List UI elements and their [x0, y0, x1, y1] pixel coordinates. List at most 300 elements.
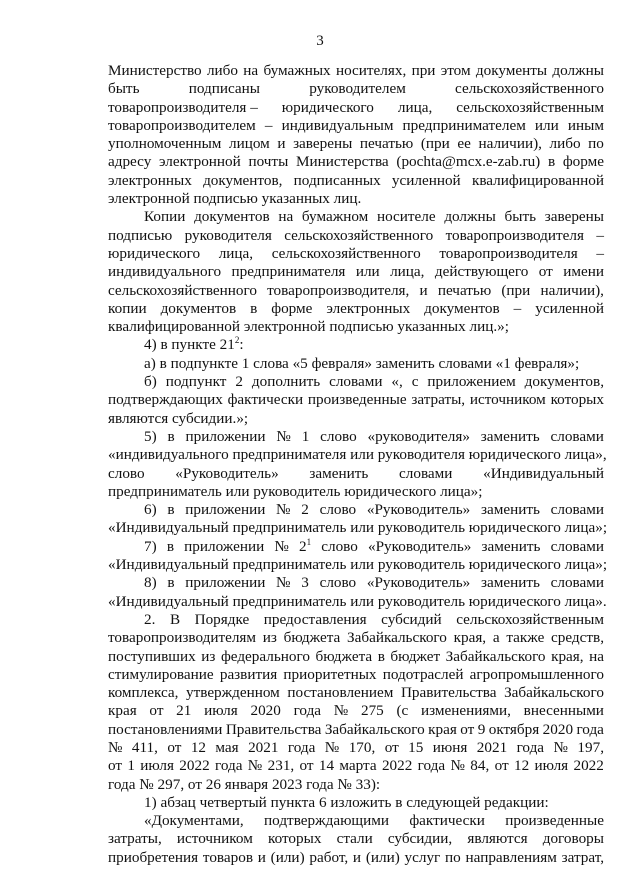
word: утвержденном	[186, 684, 280, 702]
word: средств,	[551, 629, 604, 647]
word: Забайкальского	[347, 629, 447, 647]
word: индивидуальным	[281, 116, 394, 134]
word: товаропроизводителя	[439, 244, 578, 262]
word: форме	[271, 299, 313, 317]
word: (или)	[270, 848, 305, 866]
word: и	[352, 848, 362, 866]
word: б)	[144, 373, 157, 391]
line-text: а) в подпункте 1 слова «5 февраля» заменить словами «1 февраля»;	[144, 354, 580, 372]
word: товаропроизводителя,	[267, 281, 410, 299]
word: из	[262, 629, 277, 647]
word: 2020	[542, 720, 574, 738]
line-text: квалифицированной электронной подписью указанных лиц.»;	[108, 318, 509, 336]
word: документов	[160, 299, 237, 317]
word: подтверждающих	[108, 391, 223, 409]
word: бюджета	[283, 629, 341, 647]
word: агропромышленного	[469, 665, 604, 683]
text-line	[108, 80, 604, 98]
word: форме	[562, 153, 604, 171]
text-line	[108, 501, 604, 519]
word: приложении	[184, 537, 265, 555]
word: развития	[219, 665, 278, 683]
word: приоритетных	[283, 665, 377, 683]
word: –	[264, 116, 273, 134]
word: края	[108, 702, 137, 720]
word: 9	[477, 720, 486, 738]
word: от	[149, 702, 164, 720]
word: Копии	[144, 208, 186, 226]
word: юридического	[108, 244, 201, 262]
text-line	[108, 849, 604, 867]
word: на	[589, 647, 604, 665]
word: года	[417, 757, 446, 775]
word: 12	[513, 757, 530, 775]
text-line	[108, 776, 604, 794]
word: квалифицированной	[471, 171, 604, 189]
word: №	[276, 574, 291, 592]
word: предоставления	[263, 610, 367, 628]
word: 2022	[179, 757, 210, 775]
text-line	[108, 739, 604, 757]
word: года	[287, 738, 316, 756]
word: сельскохозяйственного	[455, 80, 604, 98]
word: 3	[301, 574, 309, 592]
text-line	[108, 538, 604, 556]
word: от	[494, 757, 509, 775]
word: №	[276, 501, 291, 519]
word: услуг	[404, 848, 441, 866]
word: изменениями,	[421, 702, 511, 720]
word: края,	[551, 647, 584, 665]
word: заменить	[481, 537, 541, 555]
word: федерального	[220, 647, 310, 665]
word: словами	[399, 464, 453, 482]
word: также	[506, 629, 545, 647]
text-line	[108, 721, 604, 739]
word: наличии),	[540, 281, 604, 299]
word: а	[492, 629, 500, 647]
word: июня	[432, 738, 468, 756]
word: заверены	[544, 208, 604, 226]
word: и	[257, 848, 266, 866]
line-text: «Индивидуальный предприниматель или руководитель юридического лица».	[108, 592, 607, 610]
line-text: предприниматель или руководитель юридического лица»;	[108, 482, 483, 500]
word: дополнить	[251, 373, 321, 391]
word: подотраслей	[382, 665, 464, 683]
word: «Руководитель»	[366, 574, 471, 592]
word: печатью	[359, 135, 414, 153]
word: товаропроизводителя	[445, 226, 584, 244]
page-number: 3	[316, 33, 324, 49]
word: ее	[457, 135, 471, 153]
text-line	[108, 62, 604, 80]
word: 2021	[248, 738, 279, 756]
word: документов,	[524, 373, 604, 391]
word: усиленной	[535, 299, 604, 317]
word: 2022	[573, 757, 604, 775]
word: носителях,	[335, 62, 407, 79]
word: поступивших	[108, 647, 196, 665]
word: сельскохозяйственного	[108, 281, 257, 299]
word: 84,	[470, 757, 490, 775]
text-line	[108, 153, 604, 171]
text-line	[108, 446, 607, 464]
word: фактически	[227, 391, 304, 409]
word: лица,	[397, 98, 433, 116]
word: $2^1$	[299, 536, 312, 555]
word: июля	[140, 757, 174, 775]
word: от	[384, 738, 399, 756]
text-line	[108, 574, 604, 592]
word: (при	[420, 135, 450, 153]
word: «Индивидуальный	[483, 464, 604, 482]
word: Порядке	[194, 610, 250, 628]
word: направлениям	[465, 848, 557, 866]
line-text: «Индивидуальный предприниматель или руководитель юридического лица»;	[108, 519, 608, 537]
text-line	[108, 336, 604, 354]
word: электронных	[326, 299, 411, 317]
word: 15	[408, 738, 424, 756]
text-line	[108, 99, 604, 117]
word: бумажном	[301, 208, 369, 226]
word: субсидии,	[387, 830, 453, 848]
word: 231,	[267, 757, 295, 775]
word: копии	[108, 299, 147, 317]
word: Забайкальского	[504, 684, 604, 702]
word: заменить	[480, 427, 540, 445]
word: в	[250, 299, 258, 317]
word: юридического	[281, 98, 374, 116]
word: «Руководитель»	[175, 464, 279, 482]
word: быть	[504, 208, 537, 226]
word: края	[428, 720, 457, 738]
word: Министерства	[295, 153, 389, 171]
word: словами	[550, 537, 604, 555]
word: В	[169, 610, 181, 628]
word: (с	[396, 702, 409, 720]
word: документов,	[203, 171, 283, 189]
text-line	[108, 245, 604, 263]
word: 197,	[577, 738, 604, 756]
word: предпринимателя	[231, 263, 346, 281]
word: в	[167, 574, 175, 592]
word: года	[516, 738, 545, 756]
word: в	[547, 153, 556, 171]
word: «Руководитель»	[368, 537, 472, 555]
text-line	[108, 556, 608, 574]
word: товаропроизводителям	[108, 629, 257, 647]
text-line	[108, 483, 604, 501]
word: года	[576, 720, 604, 738]
word: электронных	[108, 171, 192, 189]
word: сельскохозяйственного	[284, 226, 434, 244]
word: комплекса,	[108, 684, 179, 702]
document-body	[108, 62, 608, 867]
word: 2022	[381, 757, 413, 775]
text-line	[108, 172, 604, 190]
word: заменить	[480, 574, 540, 592]
word: затрат,	[561, 848, 604, 866]
word: лица,	[390, 263, 425, 281]
word: из	[201, 647, 216, 665]
word: №	[108, 738, 123, 756]
text-line	[108, 410, 604, 428]
text-line	[108, 135, 604, 153]
word: слово	[319, 501, 357, 519]
word: произведенные	[307, 391, 407, 409]
word: «,	[391, 373, 403, 391]
word: быть	[108, 80, 140, 98]
word: 1	[127, 757, 135, 775]
word: в	[377, 647, 385, 665]
word: сельскохозяйственным	[456, 610, 604, 628]
line-text: года № 297, от 26 января 2023 года № 33):	[108, 775, 381, 793]
word: сельскохозяйственного	[271, 244, 421, 262]
word: руководителем	[309, 80, 406, 98]
word: 275	[360, 702, 384, 720]
text-line	[108, 812, 604, 830]
word: внесенными	[523, 702, 604, 720]
word: или	[355, 263, 380, 281]
word: наличии),	[478, 135, 542, 153]
text-line	[108, 611, 604, 629]
text-line	[108, 227, 604, 245]
word: слово	[108, 464, 145, 482]
word: 6)	[144, 501, 157, 519]
word: Забайкальского	[324, 720, 425, 738]
word: индивидуального	[108, 263, 222, 281]
word: затраты,	[411, 391, 466, 409]
word: стимулирование	[108, 665, 214, 683]
word: либо	[206, 62, 238, 79]
text-line	[108, 391, 604, 409]
word: 2.	[144, 610, 156, 628]
word: адресу	[108, 153, 152, 171]
word: на	[278, 208, 294, 226]
word: июля	[534, 757, 569, 775]
word: от	[538, 263, 553, 281]
word: по	[445, 848, 461, 866]
text-line	[108, 794, 604, 812]
word: Правительства	[225, 720, 322, 738]
text-line	[108, 629, 604, 647]
text-line	[108, 208, 604, 226]
word: при	[411, 62, 436, 79]
text-line	[108, 428, 604, 446]
word: словами	[329, 373, 383, 391]
word: лицом	[228, 135, 270, 153]
word: от	[299, 757, 314, 775]
word: на	[243, 62, 259, 79]
word: усиленной	[391, 171, 461, 189]
word: №	[324, 738, 340, 756]
word: носителе	[376, 208, 436, 226]
word: стали	[336, 830, 373, 848]
word: (pochta@mcx.e-zab.ru)	[396, 153, 541, 171]
word: мая	[215, 738, 239, 756]
word: или	[534, 116, 559, 134]
word: печатью	[437, 281, 492, 299]
word: уполномоченным	[108, 135, 222, 153]
word: должны	[444, 208, 496, 226]
word: 5)	[144, 427, 157, 445]
text-line	[108, 190, 604, 208]
word: года	[293, 702, 322, 720]
word: 1	[301, 427, 310, 445]
word: Правительства	[400, 684, 497, 702]
word: приложении	[185, 501, 266, 519]
word: подписаны	[188, 80, 260, 98]
line-text: электронной подписью указанных лиц.	[108, 190, 362, 208]
word: Забайкальского	[445, 647, 546, 665]
word: подписью	[108, 226, 173, 244]
word: приобретения	[108, 848, 199, 866]
text-line	[108, 519, 608, 537]
word: слово	[319, 574, 357, 592]
word: по	[588, 135, 604, 153]
word: 170,	[348, 738, 376, 756]
word: от	[167, 738, 182, 756]
word: №	[247, 757, 263, 775]
word: затраты,	[108, 830, 162, 848]
word: бюджет	[390, 647, 441, 665]
text-line	[108, 300, 604, 318]
word: которых	[550, 391, 604, 409]
word: сельскохозяйственным	[456, 98, 604, 116]
text-line	[108, 373, 604, 391]
word: произведенные	[505, 812, 604, 830]
text-line	[108, 648, 604, 666]
word: которых	[267, 830, 322, 848]
word: слово	[321, 537, 358, 555]
text-line	[108, 465, 604, 483]
word: заменить	[480, 501, 540, 519]
word: либо	[549, 135, 581, 153]
line-text: являются субсидии.»;	[108, 409, 249, 427]
word: –	[596, 244, 604, 262]
word: Министерство	[108, 62, 202, 79]
word: постановлениями	[108, 720, 223, 738]
word: №	[553, 738, 568, 756]
word: –	[596, 226, 604, 244]
word: №	[333, 702, 349, 720]
word: слово	[320, 427, 357, 445]
word: словами	[550, 427, 604, 445]
word: словами	[550, 501, 604, 519]
word: товаропроизводителем	[108, 116, 256, 134]
word: приложении	[185, 427, 266, 445]
line-text: 1) абзац четвертый пункта 6 изложить в следующей редакции:	[144, 793, 549, 811]
word: имени	[563, 263, 604, 281]
word: должны	[552, 62, 604, 79]
text-line	[108, 117, 604, 135]
word: подтверждающими	[264, 812, 389, 830]
word: 2	[235, 373, 243, 391]
word: постановлением	[287, 684, 394, 702]
word: «Документами,	[144, 812, 244, 830]
word: приложении	[185, 574, 266, 592]
superscript: 2	[234, 335, 240, 346]
word: фактически	[409, 812, 485, 830]
text-line	[108, 757, 604, 775]
word: в	[166, 537, 174, 555]
word: подписанных	[293, 171, 381, 189]
word: 8)	[144, 574, 157, 592]
text-line	[108, 318, 604, 336]
word: №	[276, 427, 291, 445]
word: документов	[424, 299, 500, 317]
word: субсидий	[381, 610, 442, 628]
word: 7)	[144, 537, 157, 555]
word: года	[214, 757, 243, 775]
word: товаропроизводителя –	[108, 98, 258, 116]
text-line	[108, 684, 604, 702]
word: приложением	[427, 373, 516, 391]
word: 2021	[476, 738, 508, 756]
word: края,	[453, 629, 487, 647]
text-line	[108, 355, 604, 373]
word: октября	[488, 720, 540, 738]
word: предпринимателем	[402, 116, 526, 134]
word: и	[419, 281, 428, 299]
word: работ,	[309, 848, 349, 866]
word: бумажных	[263, 62, 331, 79]
word: являются	[467, 830, 528, 848]
word: документов	[194, 208, 270, 226]
word: этом	[440, 62, 471, 79]
word: источником	[469, 391, 546, 409]
word: руководителя	[184, 226, 272, 244]
word: товаров	[202, 848, 253, 866]
line-suffix: :	[239, 336, 244, 354]
word: от	[108, 757, 123, 775]
word: документы	[475, 62, 548, 79]
word: действующего	[434, 263, 529, 281]
word: №	[274, 537, 289, 555]
word: №	[450, 757, 465, 775]
word: почты	[248, 153, 289, 171]
word: «Руководитель»	[366, 501, 471, 519]
text-line	[108, 263, 604, 281]
word: 12	[190, 738, 206, 756]
word: с	[411, 373, 419, 391]
word: заверены	[293, 135, 353, 153]
line-text: «Индивидуальный предприниматель или руководитель юридического лица»;	[108, 556, 608, 574]
word: 2020	[250, 702, 281, 720]
word: лица,	[218, 244, 254, 262]
word: 21	[176, 702, 192, 720]
word: в	[167, 501, 175, 519]
line-text: 4) в пункте 21	[144, 336, 235, 354]
word: 411,	[131, 738, 158, 756]
word: 14	[318, 757, 335, 775]
word: июля	[204, 702, 238, 720]
text-line	[108, 282, 604, 300]
word: (при	[501, 281, 531, 299]
word: источником	[176, 830, 253, 848]
text-line	[108, 830, 604, 848]
word: заменить	[309, 464, 369, 482]
text-line	[108, 592, 607, 611]
word: электронной	[159, 153, 241, 171]
word: и	[277, 135, 286, 153]
word: 2	[301, 501, 309, 519]
word: в	[167, 427, 175, 445]
word: словами	[550, 574, 604, 592]
word: марта	[339, 757, 377, 775]
word: подпункт	[165, 373, 227, 391]
text-line	[108, 702, 604, 720]
